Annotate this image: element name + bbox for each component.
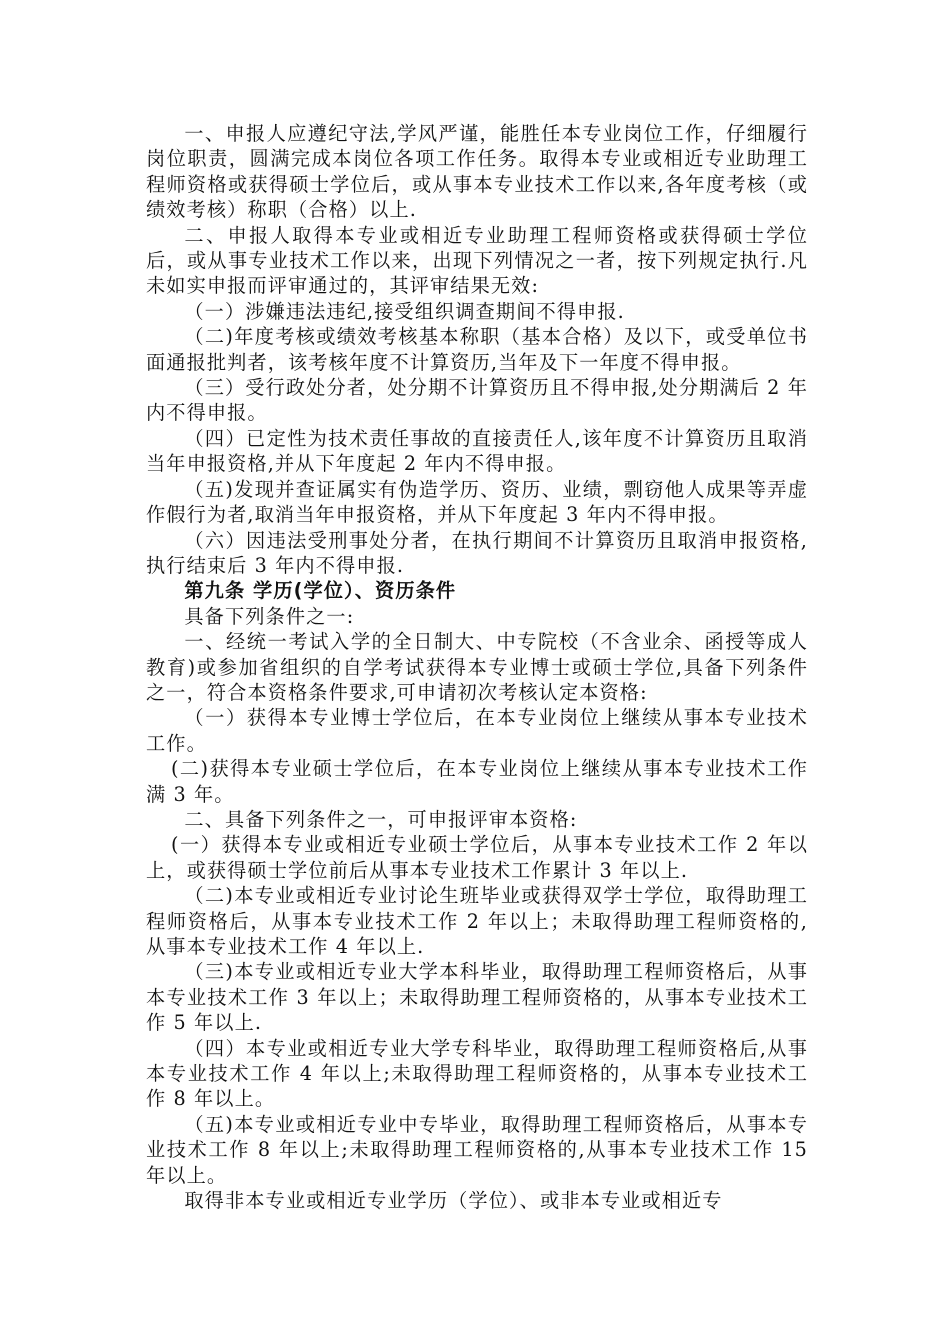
paragraph: （五)发现并查证属实有伪造学历、资历、业绩，剽窃他人成果等弄虚作假行为者,取消当年申报资格，并从下年度起 3 年内不得申报。 <box>146 477 808 527</box>
paragraph: （一）获得本专业博士学位后，在本专业岗位上继续从事本专业技术工作。 <box>146 706 808 755</box>
paragraph: 一、申报人应遵纪守法,学风严谨，能胜任本专业岗位工作，仔细履行岗位职责，圆满完成本岗位各项工作任务。取得本专业或相近专业助理工程师资格或获得硕士学位后，或从事本专业技术工作以来,各年度考核（或绩效考核）称职（合格）以上. <box>146 122 808 222</box>
paragraph: （六）因违法受刑事处分者，在执行期间不计算资历且取消申报资格,执行结束后 3 年内不得申报. <box>146 528 808 577</box>
section-heading: 第九条 学历(学位）、资历条件 <box>184 579 457 603</box>
paragraph: (二)获得本专业硕士学位后，在本专业岗位上继续从事本专业技术工作满 3 年。 <box>146 757 808 806</box>
document-body <box>146 121 808 1213</box>
paragraph: （二)本专业或相近专业讨论生班毕业或获得双学士学位，取得助理工程师资格后，从事本专业技术工作 2 年以上；未取得助理工程师资格的,从事本专业技术工作 4 年以上. <box>146 884 808 958</box>
paragraph: （五)本专业或相近专业中专毕业，取得助理工程师资格后，从事本专业技术工作 8 年以上;未取得助理工程师资格的,从事本专业技术工作 15 年以上。 <box>146 1112 808 1187</box>
paragraph: 具备下列条件之一: <box>184 604 355 628</box>
paragraph: 二、具备下列条件之一，可申报评审本资格: <box>184 807 578 831</box>
paragraph: （三）受行政处分者，处分期不计算资历且不得申报,处分期满后 2 年内不得申报。 <box>146 376 808 425</box>
paragraph: (一）获得本专业或相近专业硕士学位后，从事本专业技术工作 2 年以上，或获得硕士学位前后从事本专业技术工作累计 3 年以上. <box>146 833 808 882</box>
paragraph: （四）本专业或相近专业大学专科毕业，取得助理工程师资格后,从事本专业技术工作 4 年以上;未取得助理工程师资格的，从事本专业技术工作 8 年以上。 <box>146 1036 808 1111</box>
paragraph: 一、经统一考试入学的全日制大、中专院校（不含业余、函授等成人教育)或参加省组织的自学考试获得本专业博士或硕士学位,具备下列条件之一，符合本资格条件要求,可申请初次考核认定本资格: <box>146 630 808 704</box>
paragraph: （三)本专业或相近专业大学本科毕业，取得助理工程师资格后，从事本专业技术工作 3 年以上；未取得助理工程师资格的，从事本专业技术工作 5 年以上. <box>146 960 808 1035</box>
paragraph: （四）已定性为技术责任事故的直接责任人,该年度不计算资历且取消当年申报资格,并从下年度起 2 年内不得申报。 <box>146 426 808 476</box>
paragraph: 二、申报人取得本专业或相近专业助理工程师资格或获得硕士学位后，或从事专业技术工作以来，出现下列情况之一者，按下列规定执行.凡未如实申报而评审通过的，其评审结果无效: <box>146 223 808 298</box>
paragraph: （二)年度考核或绩效考核基本称职（基本合格）及以下，或受单位书面通报批判者，该考核年度不计算资历,当年及下一年度不得申报。 <box>146 325 808 374</box>
paragraph: （一）涉嫌违法违纪,接受组织调查期间不得申报. <box>184 299 625 323</box>
paragraph: 取得非本专业或相近专业学历（学位）、或非本专业或相近专 <box>184 1189 723 1213</box>
